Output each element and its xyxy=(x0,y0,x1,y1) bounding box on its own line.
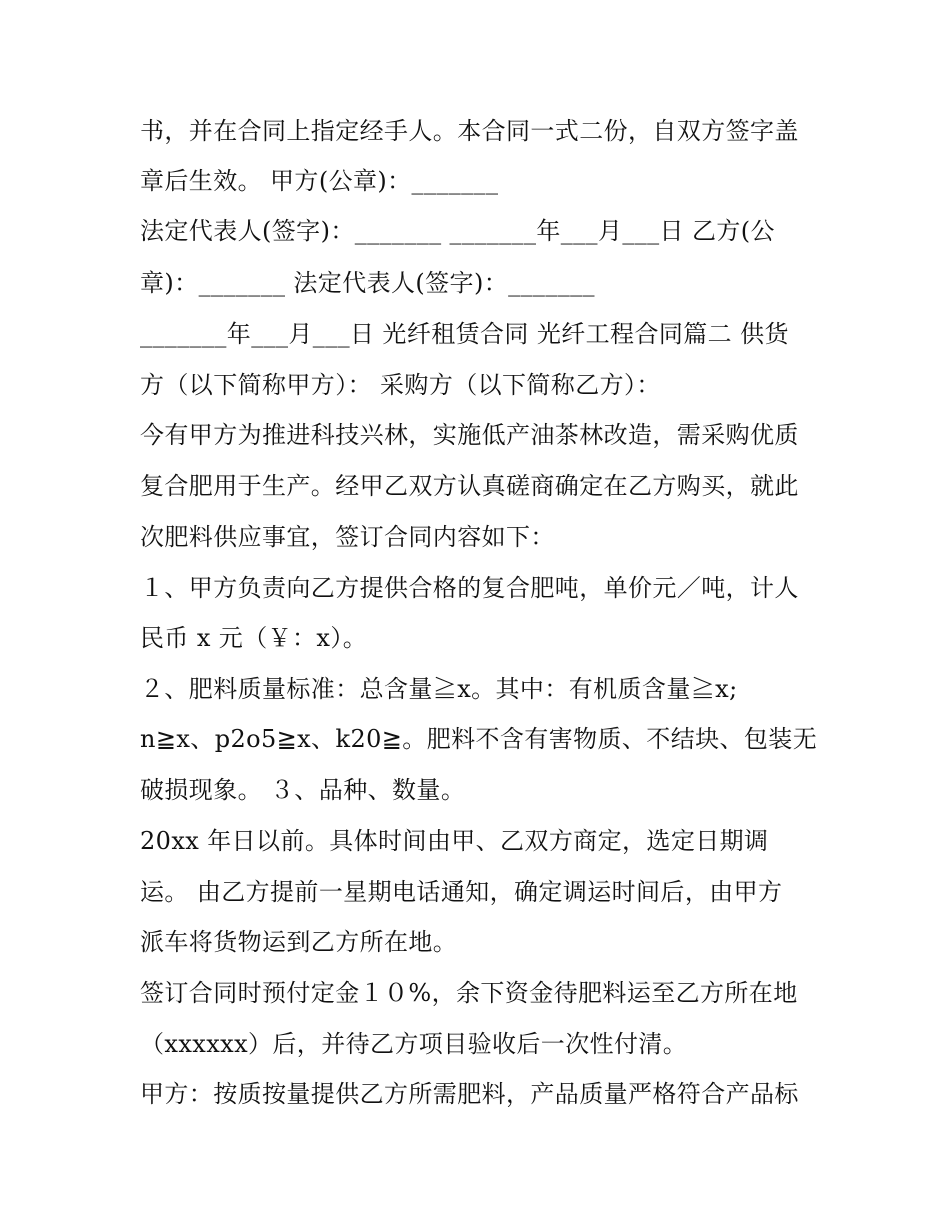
text-line: 民币 x 元（￥：x）。 xyxy=(140,624,368,652)
text-line: 破损现象。 ３、品种、数量。 xyxy=(140,776,466,804)
text-line: n≧x、p2o5≧x、k20≧。肥料不含有害物质、不结块、包装无 xyxy=(140,725,818,753)
text-line: 次肥料供应事宜，签订合同内容如下： xyxy=(140,523,555,551)
text-line: 书，并在合同上指定经手人。本合同一式二份，自双方签字盖 xyxy=(140,117,799,145)
text-line: _______年___月___日 光纤租赁合同 光纤工程合同篇二 供货 xyxy=(140,320,789,348)
text-line: 派车将货物运到乙方所在地。 xyxy=(140,928,458,956)
text-line: 今有甲方为推进科技兴林，实施低产油茶林改造，需采购优质 xyxy=(140,421,799,449)
text-line: 复合肥用于生产。经甲乙双方认真磋商确定在乙方购买，就此 xyxy=(140,472,799,500)
text-line: 法定代表人(签字)：_______ _______年___月___日 乙方(公 xyxy=(140,217,775,245)
text-line: 方（以下简称甲方）： 采购方（以下简称乙方）： xyxy=(140,371,661,399)
text-line: １、甲方负责向乙方提供合格的复合肥吨，单价元／吨，计人 xyxy=(140,574,799,602)
text-line: 章后生效。 甲方(公章)：_______ xyxy=(140,167,499,195)
text-line: 签订合同时预付定金１０%，余下资金待肥料运至乙方所在地 xyxy=(140,979,798,1007)
text-line: ２、肥料质量标准：总含量≧x。其中：有机质含量≧x; xyxy=(140,675,738,703)
text-line: 章)：_______ 法定代表人(签字)：_______ xyxy=(140,269,595,297)
text-line: 运。 由乙方提前一星期电话通知，确定调运时间后，由甲方 xyxy=(140,878,783,906)
text-line: 甲方：按质按量提供乙方所需肥料，产品质量严格符合产品标 xyxy=(140,1080,799,1108)
text-line: （xxxxxx）后，并待乙方项目验收后一次性付清。 xyxy=(140,1030,688,1058)
text-line: 20xx 年日以前。具体时间由甲、乙双方商定，选定日期调 xyxy=(140,827,769,855)
